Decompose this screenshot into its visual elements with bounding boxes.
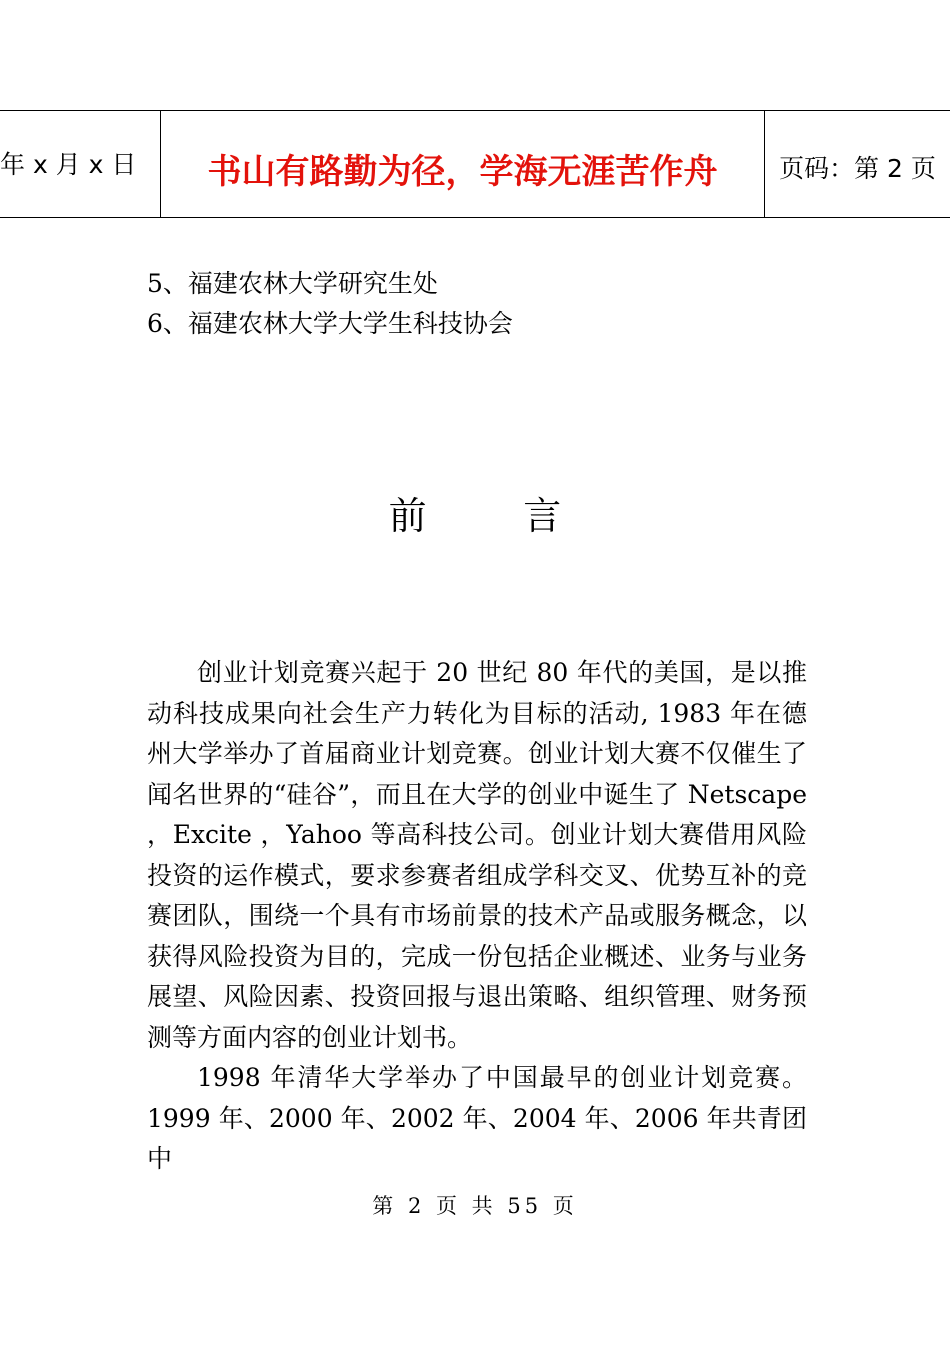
preface-paragraph: 1998 年清华大学举办了中国最早的创业计划竞赛。1999 年、2000 年、2002 年、2004 年、2006 年共青团中: [147, 1063, 807, 1173]
header-motto: 书山有路勤为径，学海无涯苦作舟: [161, 111, 765, 217]
page-header: [0, 110, 950, 218]
preface-body: [147, 653, 807, 1180]
preface-title: 前 言: [388, 494, 562, 538]
organizer-item: 5、福建农林大学研究生处: [147, 269, 438, 298]
header-date: 年 x 月 x 日: [0, 111, 161, 217]
organizer-item: 6、福建农林大学大学生科技协会: [147, 309, 513, 338]
header-page-number: 页码：第 2 页: [779, 154, 936, 183]
organizer-list: [147, 264, 513, 344]
page-footer: 第 2 页 共 55 页: [372, 1194, 578, 1218]
preface-paragraph: 创业计划竞赛兴起于 20 世纪 80 年代的美国，是以推动科技成果向社会生产力转化为目标的活动, 1983 年在德州大学举办了首届商业计划竞赛。创业计划大赛不仅催生了闻名世界的“硅谷”，而且在大学的创业中诞生了 Netscape ，Excite ，Yahoo 等高科技公司。创业计划大赛借用风险投资的运作模式，要求参赛者组成学科交叉、优势互补的竞赛团队，围绕一个具有市场前景的技术产品或服务概念，以获得风险投资为目的，完成一份包括企业概述、业务与业务展望、风险因素、投资回报与退出策略、组织管理、财务预测等方面内容的创业计划书。: [147, 658, 807, 1052]
